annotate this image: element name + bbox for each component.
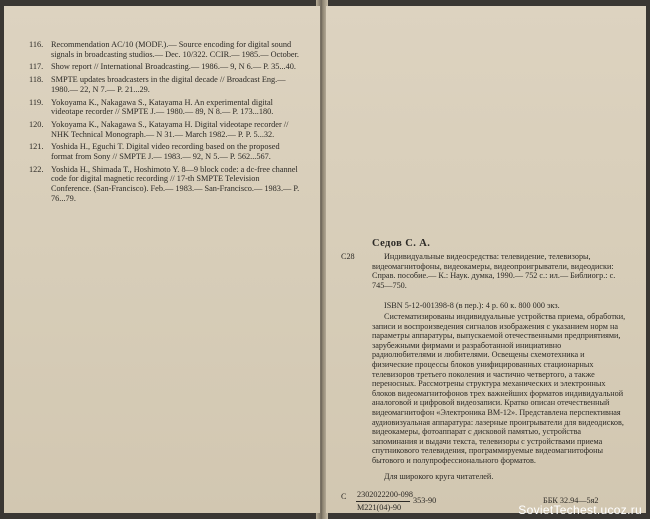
reference-item: [4, 165, 320, 204]
reference-number: 118.: [29, 75, 44, 85]
readership-line: Для широкого круга читателей.: [384, 472, 494, 481]
left-page: [4, 6, 320, 513]
classification-code: С28: [341, 252, 355, 261]
right-page: [326, 6, 646, 513]
annotation-text: Систематизированы индивидуальные устройства приема, обработки, записи и воспроизведения сигналов изображения с указанием норм на параметры аппаратуры, выпускаемой отечественными предприятиями, зарубежными фирмами и разработанной инициативно радиолюбителями и любителями. Освещены схемотехника и физические процессы блоков унифицированных стационарных телевизоров третьего поколения и частично четвертого, а также переносных. Рассмотрены структура механических и электронных блоков видеомагнитофонов трех важнейших форматов индивидуальной аналоговой и цифровой видеозаписи. Кратко описан отечественный видеомагнитофон «Электроника ВМ-12». Представлена перспективная аудиовизуальная аппаратура: лазерные проигрыватели для видеодисков, видеокамеры, фотоаппарат с дисковой памятью, устройства запоминания и выдачи текста, телевизоры с устройствами приема спутникового телевидения, программируемые видеомагнитофоны бытового и полупрофессионального форматов.: [372, 312, 626, 465]
reference-number: 122.: [29, 164, 44, 174]
reference-item: [4, 40, 320, 59]
reference-number: 119.: [29, 97, 44, 107]
reference-text: Yokoyama K., Nakagawa S., Katayama H. An experimental digital videotape recorder // SMPTE J.— 1980.— 89, N 8.— P. 173...180.: [51, 97, 274, 117]
reference-item: [4, 120, 320, 139]
site-watermark: SovietTechest.ucoz.ru: [518, 503, 642, 517]
reference-number: 121.: [29, 142, 44, 152]
reference-item: [4, 98, 320, 117]
bbk-index: ББК 32.94—5я2: [543, 496, 599, 505]
reference-number: 117.: [29, 62, 44, 72]
footer-denominator: М221(04)-90: [357, 503, 402, 512]
reference-text: SMPTE updates broadcasters in the digital decade // Broadcast Eng.— 1980.— 22, N 7.— P. 21...29.: [51, 75, 286, 94]
reference-number: 120.: [29, 119, 44, 129]
footer-year-code: 353-90: [413, 496, 437, 505]
author-name: Седов С. А.: [372, 238, 431, 249]
reference-text: Yokoyama K., Nakagawa S., Katayama H. Digital videotape recorder // NHK Technical Monograph.— N 31.— March 1982.— P. P. 5...32.: [51, 119, 289, 139]
reference-text: Show report // International Broadcasting.— 1986.— 9, N 6.— P. 35...40.: [51, 62, 296, 72]
fraction-line: [356, 501, 410, 502]
bibliographic-description: Индивидуальные видеосредства: телевидение, телевизоры, видеомагнитофоны, видеокамеры, видеопроигрыватели, видеодиски: Справ. пособие.— К.: Наук. думка, 1990.— 752 с.: ил.— Библиогр.: с. 745—750.: [372, 252, 616, 290]
reference-text: Yoshida H., Eguchi T. Digital video recording based on the proposed format from Sony // SMPTE J.— 1983.— 92, N 5.— P. 562...567.: [51, 142, 280, 162]
isbn-line: ISBN 5-12-001398-8 (в пер.): 4 р. 60 к. 800 000 экз.: [384, 301, 560, 310]
reference-item: [4, 142, 320, 161]
footer-numerator: 2302022200-098: [357, 490, 413, 499]
reference-item: [4, 75, 320, 94]
reference-list: [4, 40, 320, 207]
catalog-card: [326, 6, 646, 513]
reference-text: Yoshida H., Shimada T., Hoshimoto Y. 8—9 block code: a dc-free channel code for digital magnetic recording // 17-th SMPTE Television Conference. (San-Francisco). Feb.— 1983.— San-Francisco.— 1983.— P. 76...79.: [51, 164, 300, 203]
reference-text: Recommendation AC/10 (MODF.).— Source encoding for digital sound signals in broadcasting studios.— Dec. 10/322. CCIR.— 1985.— October.: [51, 40, 299, 59]
footer-letter: С: [341, 492, 347, 501]
reference-number: 116.: [29, 40, 44, 49]
reference-item: [4, 62, 320, 72]
